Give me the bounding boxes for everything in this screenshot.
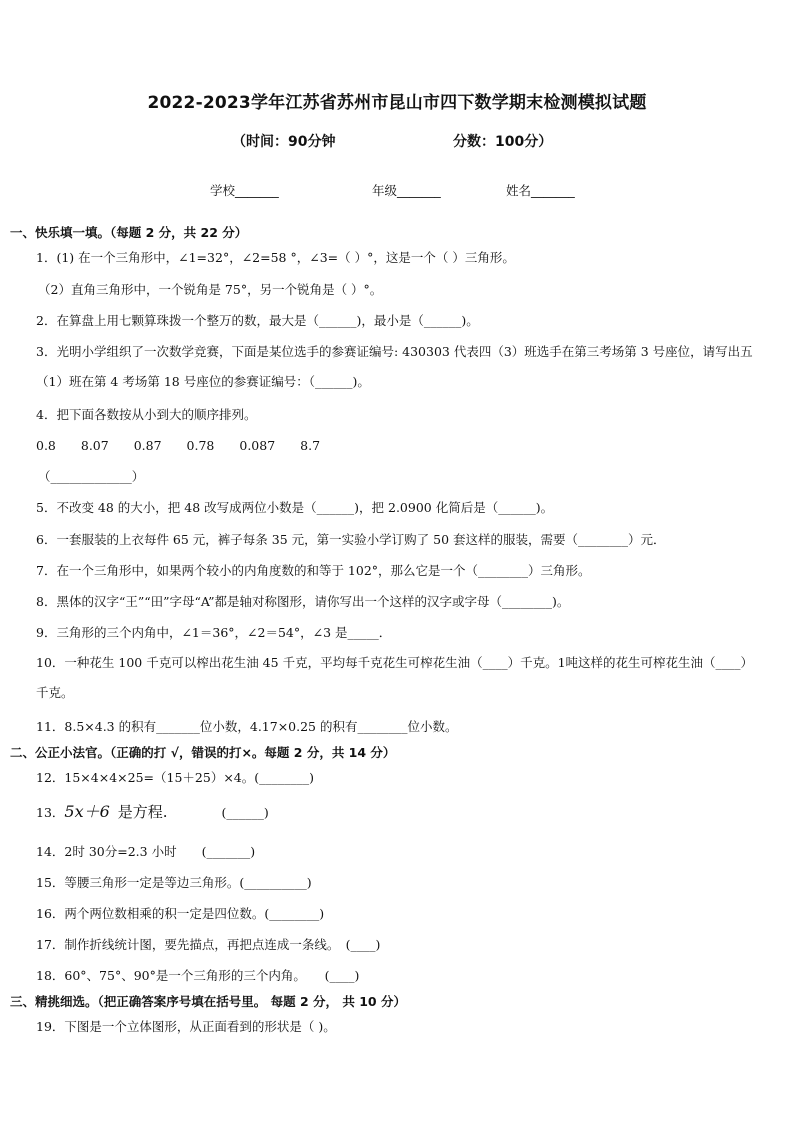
question-12: 12．15×4×4×25=（15＋25）×4。(________) (36, 770, 315, 785)
question-1b: （2）直角三角形中，一个锐角是 75°，另一个锐角是（ ）°。 (38, 282, 383, 297)
question-10: 10．一种花生 100 千克可以榨出花生油 45 千克，平均每千克花生可榨花生油（____）千克。1吨这样的花生可榨花生油（____）千克。 (36, 655, 754, 700)
question-13 (36, 802, 764, 823)
name-field: 姓名_______ (506, 183, 575, 198)
exam-score: 分数：100分） (453, 134, 553, 150)
exam-time: （时间：90分钟 (232, 134, 336, 150)
question-16: 16．两个两位数相乘的积一定是四位数。(________) (36, 906, 325, 921)
question-13-number: 13． (36, 805, 65, 820)
question-13-text: 是方程. (117, 803, 168, 821)
school-field: 学校_______ (210, 183, 279, 198)
question-7: 7．在一个三角形中，如果两个较小的内角度数的和等于 102°，那么它是一个（________）三角形。 (36, 563, 591, 578)
question-18: 18．60°、75°、90°是一个三角形的三个内角。 (____) (36, 968, 360, 983)
question-13-equation: 5x＋6 (64, 802, 110, 821)
question-11: 11．8.5×4.3 的积有_______位小数，4.17×0.25 的积有________位小数。 (36, 719, 458, 734)
question-4: 4．把下面各数按从小到大的顺序排列。 (36, 407, 257, 422)
question-17: 17．制作折线统计图，要先描点，再把点连成一条线。 (____) (36, 937, 381, 952)
question-3: 3．光明小学组织了一次数学竞赛，下面是某位选手的参赛证编号: 430303 代表四（3）班选手在第三考场第 3 号座位，请写出五（1）班在第 4 考场第 18 号座位的参赛证编号：（______)。 (36, 344, 753, 389)
question-15: 15．等腰三角形一定是等边三角形。(__________) (36, 875, 312, 890)
question-4-blank: （_____________） (38, 469, 145, 484)
grade-field: 年级_______ (372, 183, 441, 198)
question-5: 5．不改变 48 的大小，把 48 改写成两位小数是（______)，把 2.0900 化简后是（______)。 (36, 500, 554, 515)
section-heading-3: 三、精挑细选。（把正确答案序号填在括号里。 每题 2 分， 共 10 分） (10, 994, 406, 1009)
question-1a: 1．(1) 在一个三角形中，∠1=32°，∠2=58 °，∠3=（ ）°，这是一个（ ）三角形。 (36, 250, 515, 265)
question-19: 19．下图是一个立体图形，从正面看到的形状是（ )。 (36, 1019, 336, 1034)
question-6: 6．一套服装的上衣每件 65 元，裤子每条 35 元，第一实验小学订购了 50 套这样的服装，需要（________）元． (36, 532, 666, 547)
question-9: 9．三角形的三个内角中，∠1＝36°，∠2＝54°，∠3 是_____． (36, 625, 392, 640)
question-14: 14．2时 30分=2.3 小时 (_______) (36, 844, 256, 859)
page-title: 2022-2023学年江苏省苏州市昆山市四下数学期末检测模拟试题 (147, 93, 647, 113)
section-heading-2: 二、公正小法官。（正确的打 √，错误的打×。每题 2 分，共 14 分） (10, 745, 396, 760)
question-4-numbers: 0.8 8.07 0.87 0.78 0.087 8.7 (36, 438, 321, 453)
section-heading-1: 一、快乐填一填。（每题 2 分，共 22 分） (10, 225, 248, 240)
question-2: 2．在算盘上用七颗算珠拨一个整万的数，最大是（______)，最小是（______)。 (36, 313, 479, 328)
question-8: 8．黑体的汉字“王”“田”字母“A”都是轴对称图形，请你写出一个这样的汉字或字母（________)。 (36, 594, 570, 609)
question-13-blank: (______) (221, 805, 269, 820)
